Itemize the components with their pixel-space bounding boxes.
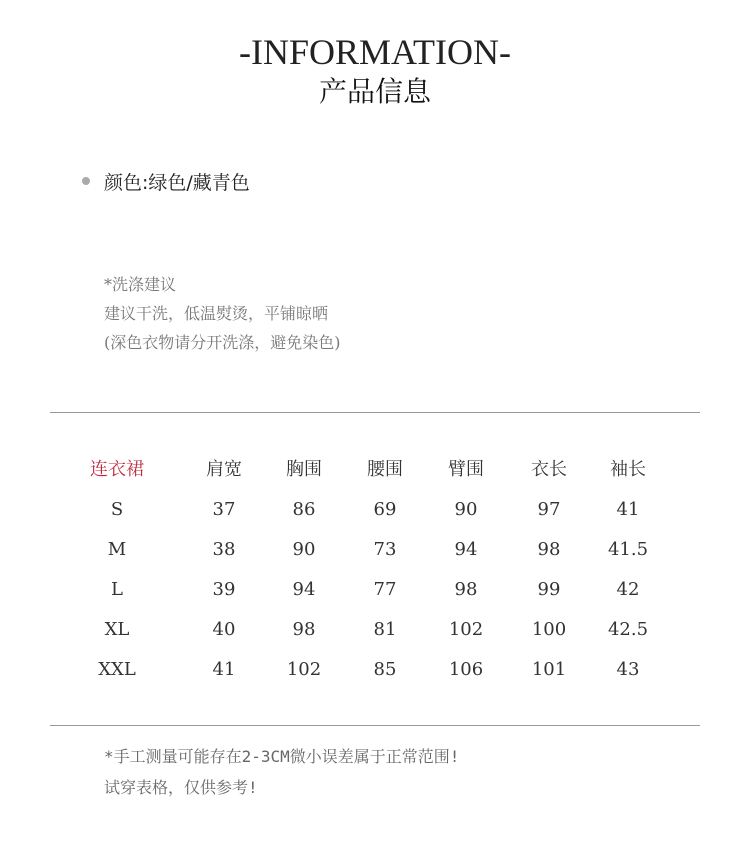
column-header: 衣长 — [531, 459, 567, 480]
table-cell: 41.5 — [607, 539, 649, 560]
column-header-dress: 连衣裙 — [90, 459, 144, 480]
table-cell: 100 — [531, 619, 567, 640]
wash-line: 建议干洗，低温熨烫，平铺晾晒 — [104, 304, 329, 323]
table-cell: 69 — [373, 499, 397, 520]
table-cell: 73 — [373, 539, 397, 560]
table-cell: 106 — [448, 659, 484, 680]
divider — [50, 412, 700, 413]
column-header: 袖长 — [610, 459, 646, 480]
page-title-en: -INFORMATION- — [239, 32, 511, 72]
table-cell: 101 — [531, 659, 567, 680]
column-header: 腰围 — [367, 459, 403, 480]
size-cell: XL — [104, 619, 130, 640]
measurement-note — [104, 741, 459, 803]
table-row — [0, 570, 750, 610]
wash-line: (深色衣物请分开洗涤，避免染色) — [104, 333, 341, 352]
table-cell: 94 — [292, 579, 316, 600]
note-line: 试穿表格，仅供参考! — [104, 778, 258, 797]
table-cell: 37 — [212, 499, 236, 520]
table-cell: 42.5 — [607, 619, 649, 640]
table-cell: 98 — [292, 619, 316, 640]
table-header-row — [0, 450, 750, 490]
size-cell: XXL — [98, 659, 136, 680]
column-header: 臂围 — [448, 459, 484, 480]
size-cell: L — [111, 579, 123, 600]
table-cell: 102 — [448, 619, 484, 640]
table-cell: 77 — [373, 579, 397, 600]
table-cell: 90 — [454, 499, 478, 520]
table-cell: 40 — [212, 619, 236, 640]
table-cell: 102 — [286, 659, 322, 680]
divider — [50, 725, 700, 726]
table-cell: 43 — [616, 659, 640, 680]
table-cell: 97 — [537, 499, 561, 520]
wash-title: *洗涤建议 — [104, 275, 177, 294]
table-cell: 99 — [537, 579, 561, 600]
table-cell: 90 — [292, 539, 316, 560]
table-cell: 85 — [373, 659, 397, 680]
table-cell: 98 — [454, 579, 478, 600]
table-cell: 41 — [616, 499, 640, 520]
table-cell: 41 — [212, 659, 236, 680]
table-cell: 86 — [292, 499, 316, 520]
size-cell: M — [107, 539, 127, 560]
table-cell: 42 — [616, 579, 640, 600]
table-row — [0, 610, 750, 650]
table-cell: 39 — [212, 579, 236, 600]
color-info — [82, 166, 250, 196]
table-cell: 38 — [212, 539, 236, 560]
note-line: *手工测量可能存在2-3CM微小误差属于正常范围! — [104, 747, 460, 766]
wash-instructions — [104, 270, 341, 357]
page-title-cn: 产品信息 — [318, 75, 431, 108]
column-header: 肩宽 — [206, 459, 242, 480]
table-cell: 81 — [373, 619, 397, 640]
table-cell: 94 — [454, 539, 478, 560]
color-label: 颜色:绿色/藏青色 — [104, 171, 250, 194]
column-header: 胸围 — [286, 459, 322, 480]
size-cell: S — [110, 499, 124, 520]
table-row — [0, 650, 750, 690]
table-row — [0, 490, 750, 530]
table-cell: 98 — [537, 539, 561, 560]
table-row — [0, 530, 750, 570]
bullet-icon — [82, 177, 90, 185]
